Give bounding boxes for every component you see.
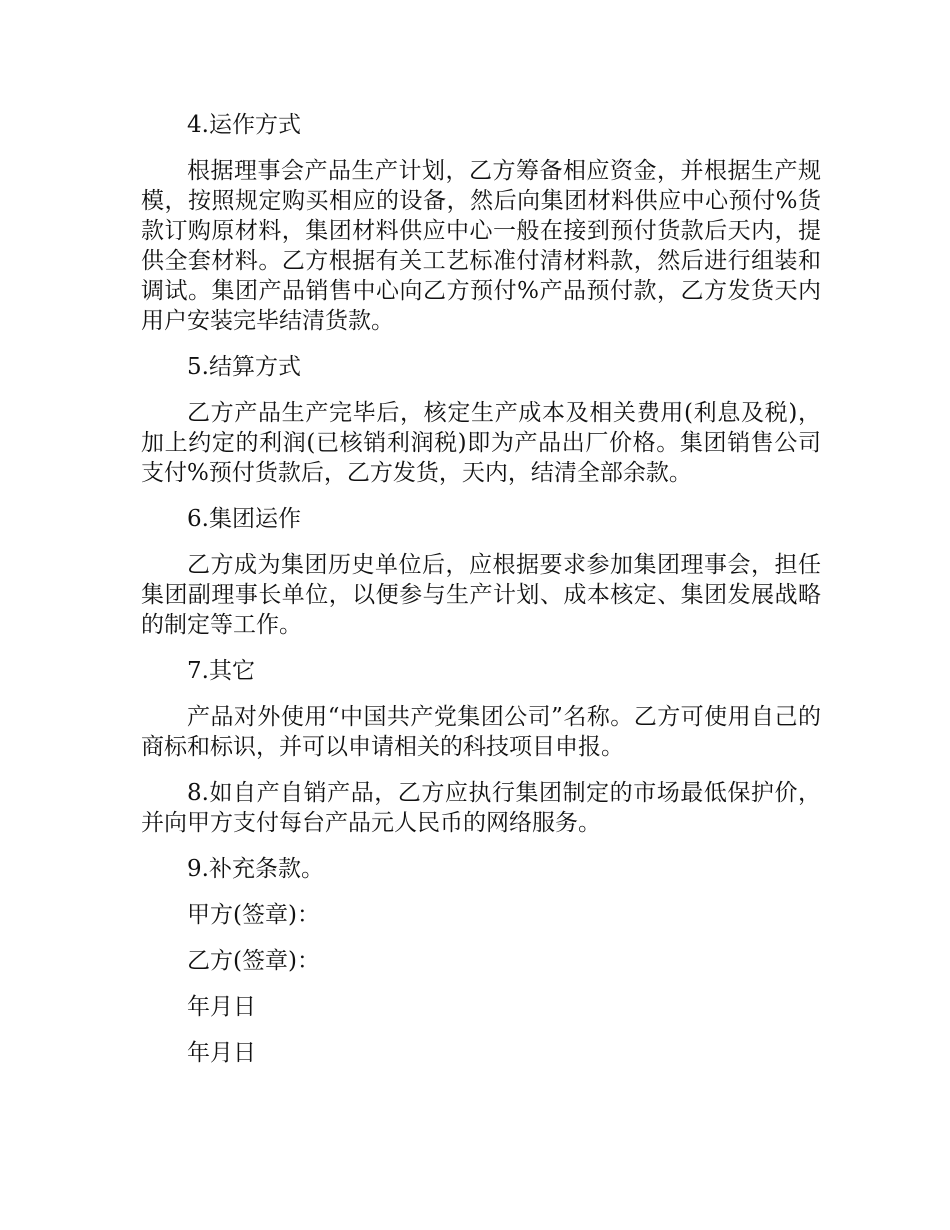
section-4-body: 根据理事会产品生产计划，乙方筹备相应资金，并根据生产规模，按照规定购买相应的设备，然后向集团材料供应中心预付%货款订购原材料，集团材料供应中心一般在接到预付货款后天内，提供全套材料。乙方根据有关工艺标准付清材料款，然后进行组装和调试。集团产品销售中心向乙方预付%产品预付款，乙方发货天内用户安装完毕结清货款。 bbox=[141, 158, 821, 334]
section-5-body: 乙方产品生产完毕后，核定生产成本及相关费用(利息及税)，加上约定的利润(已核销利润税)即为产品出厂价格。集团销售公司支付%预付货款后，乙方发货，天内，结清全部余款。 bbox=[141, 400, 821, 486]
section-7-heading: 7.其它 bbox=[187, 658, 255, 684]
section-6-body: 乙方成为集团历史单位后，应根据要求参加集团理事会，担任集团副理事长单位，以便参与生产计划、成本核定、集团发展战略的制定等工作。 bbox=[141, 552, 821, 638]
section-8-body: 8.如自产自销产品，乙方应执行集团制定的市场最低保护价，并向甲方支付每台产品元人民币的网络服务。 bbox=[141, 780, 821, 836]
party-a-date-label: 年月日 bbox=[187, 994, 256, 1020]
section-9-heading: 9.补充条款。 bbox=[187, 856, 324, 882]
section-5-heading: 5.结算方式 bbox=[187, 354, 301, 380]
section-6-heading: 6.集团运作 bbox=[187, 506, 301, 532]
party-b-signature-label: 乙方(签章)： bbox=[187, 948, 320, 974]
document-page bbox=[141, 110, 821, 1084]
section-7-body: 产品对外使用“中国共产党集团公司”名称。乙方可使用自己的商标和标识，并可以申请相关的科技项目申报。 bbox=[141, 704, 821, 760]
party-b-date-label: 年月日 bbox=[187, 1040, 256, 1066]
section-4-heading: 4.运作方式 bbox=[187, 112, 301, 138]
party-a-signature-label: 甲方(签章)： bbox=[187, 902, 320, 928]
